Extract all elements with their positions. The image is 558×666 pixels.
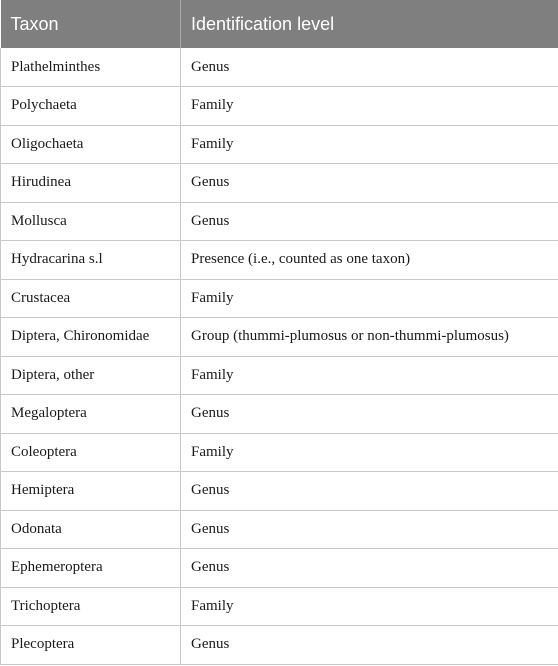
identification-level-cell: Genus <box>181 164 558 203</box>
table-row <box>1 395 558 434</box>
header-taxon: Taxon <box>1 0 181 48</box>
identification-level-cell: Genus <box>181 395 558 434</box>
header-row <box>1 0 558 48</box>
identification-level-cell: Presence (i.e., counted as one taxon) <box>181 241 558 280</box>
table-row <box>1 318 558 357</box>
table-header <box>1 0 558 48</box>
taxon-cell: Plecoptera <box>1 626 181 665</box>
taxon-cell: Hemiptera <box>1 472 181 511</box>
taxon-cell: Polychaeta <box>1 87 181 126</box>
identification-level-cell: Family <box>181 433 558 472</box>
table-row <box>1 433 558 472</box>
identification-level-cell: Genus <box>181 48 558 87</box>
identification-level-cell: Family <box>181 356 558 395</box>
table-row <box>1 472 558 511</box>
table-row <box>1 241 558 280</box>
taxon-cell: Trichoptera <box>1 587 181 626</box>
taxon-cell: Oligochaeta <box>1 125 181 164</box>
identification-level-cell: Genus <box>181 510 558 549</box>
identification-level-cell: Genus <box>181 472 558 511</box>
table-row <box>1 202 558 241</box>
identification-level-cell: Genus <box>181 549 558 588</box>
taxon-cell: Coleoptera <box>1 433 181 472</box>
taxon-cell: Plathelminthes <box>1 48 181 87</box>
identification-level-cell: Genus <box>181 626 558 665</box>
taxon-cell: Crustacea <box>1 279 181 318</box>
table-row <box>1 164 558 203</box>
table-row <box>1 48 558 87</box>
taxon-cell: Ephemeroptera <box>1 549 181 588</box>
identification-level-cell: Family <box>181 587 558 626</box>
identification-level-cell: Family <box>181 279 558 318</box>
header-identification-level: Identification level <box>181 0 558 48</box>
table-row <box>1 626 558 665</box>
table-row <box>1 356 558 395</box>
table-row <box>1 125 558 164</box>
table-row <box>1 587 558 626</box>
table-row <box>1 279 558 318</box>
taxon-cell: Diptera, Chironomidae <box>1 318 181 357</box>
identification-level-cell: Genus <box>181 202 558 241</box>
taxon-cell: Odonata <box>1 510 181 549</box>
table-body <box>1 48 558 664</box>
table-row <box>1 87 558 126</box>
identification-level-cell: Family <box>181 125 558 164</box>
taxon-cell: Diptera, other <box>1 356 181 395</box>
taxon-cell: Megaloptera <box>1 395 181 434</box>
taxon-cell: Hydracarina s.l <box>1 241 181 280</box>
taxon-cell: Mollusca <box>1 202 181 241</box>
taxon-cell: Hirudinea <box>1 164 181 203</box>
identification-level-cell: Group (thummi-plumosus or non-thummi-plumosus) <box>181 318 558 357</box>
table-row <box>1 510 558 549</box>
table-row <box>1 549 558 588</box>
identification-level-cell: Family <box>181 87 558 126</box>
